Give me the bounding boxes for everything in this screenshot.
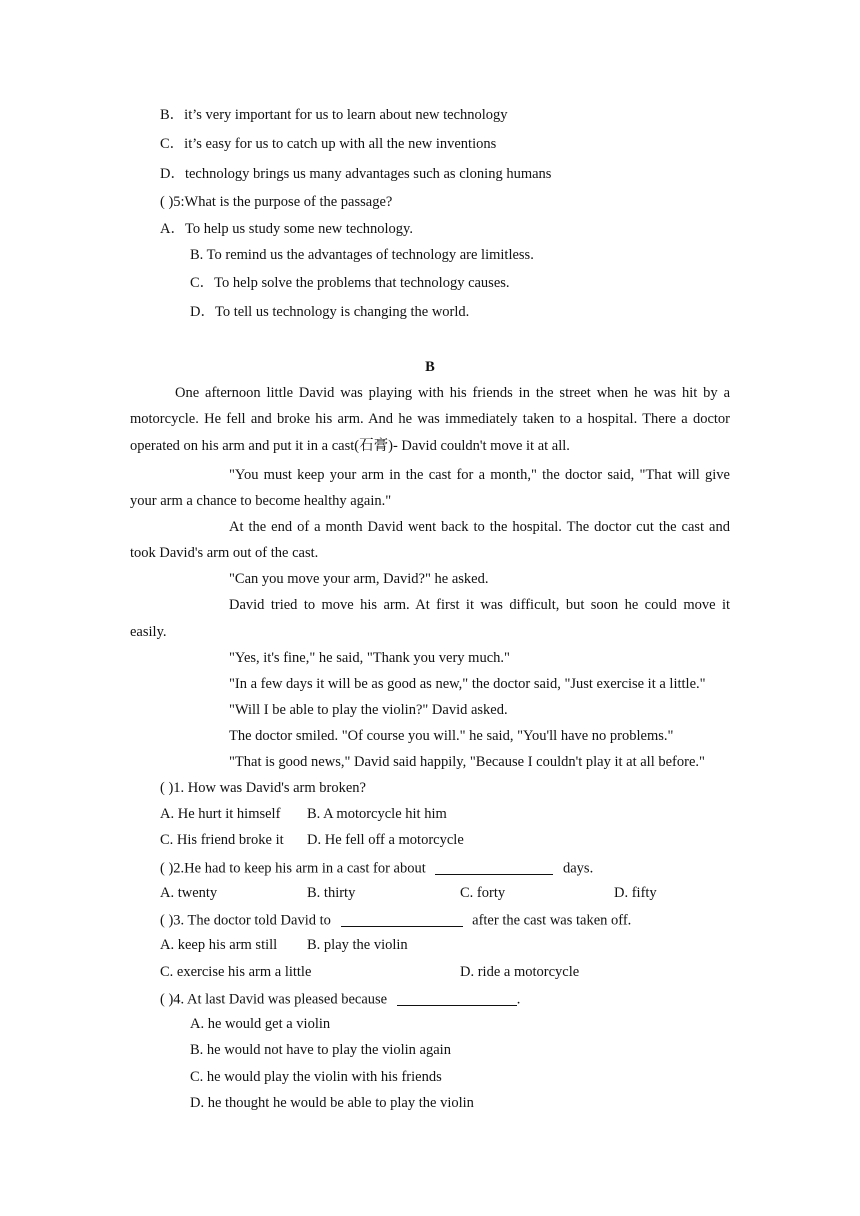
q2-stem-suffix: days.	[563, 860, 594, 877]
prev-q5-option-c: C．To help solve the problems that technology causes.	[190, 275, 510, 291]
passage-line: "You must keep your arm in the cast for a month," the doctor said, "That will give	[229, 467, 730, 483]
q4-option-c: C. he would play the violin with his friends	[190, 1069, 442, 1085]
q1-option-c: C. His friend broke it	[160, 832, 284, 848]
q3-option-a: A. keep his arm still	[160, 937, 278, 953]
passage-line: David tried to move his arm. At first it was difficult, but soon he could move it	[229, 597, 730, 613]
passage-line: operated on his arm and put it in a cast(石膏)- David couldn't move it at all.	[130, 438, 570, 454]
passage-line: "Can you move your arm, David?" he asked.	[229, 571, 489, 587]
q1-option-d: D. He fell off a motorcycle	[307, 832, 464, 848]
q2-stem	[160, 859, 593, 878]
passage-line: "That is good news," David said happily, "Because I couldn't play it at all before."	[229, 754, 705, 770]
q4-stem	[160, 990, 520, 1009]
prev-q4-option-b: B．it’s very important for us to learn about new technology	[160, 107, 508, 123]
prev-q4-option-d: D．technology brings us many advantages such as cloning humans	[160, 166, 552, 182]
passage-line: At the end of a month David went back to the hospital. The doctor cut the cast and	[229, 519, 730, 535]
prev-q5-option-b: B. To remind us the advantages of technology are limitless.	[190, 247, 534, 263]
q3-option-d: D. ride a motorcycle	[460, 964, 580, 980]
passage-line: motorcycle. He fell and broke his arm. And he was immediately taken to a hospital. There a doctor	[130, 411, 730, 427]
q4-option-b: B. he would not have to play the violin again	[190, 1042, 451, 1058]
q1-stem: ( )1. How was David's arm broken?	[160, 780, 366, 796]
q2-option-d: D. fifty	[614, 885, 657, 901]
q3-stem	[160, 911, 631, 930]
q4-answer-blank[interactable]	[397, 990, 517, 1006]
q4-option-d: D. he thought he would be able to play the violin	[190, 1095, 474, 1111]
q4-stem-suffix: .	[516, 991, 521, 1008]
q2-answer-blank[interactable]	[435, 859, 553, 875]
q3-option-c: C. exercise his arm a little	[160, 964, 312, 980]
passage-line: took David's arm out of the cast.	[130, 545, 319, 561]
passage-line: "In a few days it will be as good as new," the doctor said, "Just exercise it a little."	[229, 676, 706, 692]
q2-option-c: C. forty	[460, 885, 506, 901]
q2-option-a: A. twenty	[160, 885, 218, 901]
passage-line: One afternoon little David was playing with his friends in the street when he was hit by a	[175, 385, 730, 401]
passage-line: "Yes, it's fine," he said, "Thank you very much."	[229, 650, 510, 666]
prev-q5-option-d: D．To tell us technology is changing the world.	[190, 304, 470, 320]
passage-line: easily.	[130, 624, 167, 640]
passage-line: The doctor smiled. "Of course you will." he said, "You'll have no problems."	[229, 728, 674, 744]
q3-answer-blank[interactable]	[341, 911, 463, 927]
q4-option-a: A. he would get a violin	[190, 1016, 331, 1032]
q3-option-b: B. play the violin	[307, 937, 408, 953]
prev-q5-option-a: A．To help us study some new technology.	[160, 221, 413, 237]
prev-q5-stem: ( )5:What is the purpose of the passage?	[160, 194, 393, 210]
q4-stem-text: ( )4. At last David was pleased because	[160, 991, 388, 1008]
q1-option-b: B. A motorcycle hit him	[307, 806, 447, 822]
q1-option-a: A. He hurt it himself	[160, 806, 281, 822]
q3-stem-text: ( )3. The doctor told David to	[160, 912, 331, 929]
q2-stem-text: ( )2.He had to keep his arm in a cast for about	[160, 860, 426, 877]
passage-line: "Will I be able to play the violin?" David asked.	[229, 702, 508, 718]
q3-stem-suffix: after the cast was taken off.	[472, 912, 632, 929]
passage-line: your arm a chance to become healthy again."	[130, 493, 392, 509]
q2-option-b: B. thirty	[307, 885, 356, 901]
prev-q4-option-c: C．it’s easy for us to catch up with all the new inventions	[160, 136, 497, 152]
section-heading: B	[425, 359, 435, 375]
